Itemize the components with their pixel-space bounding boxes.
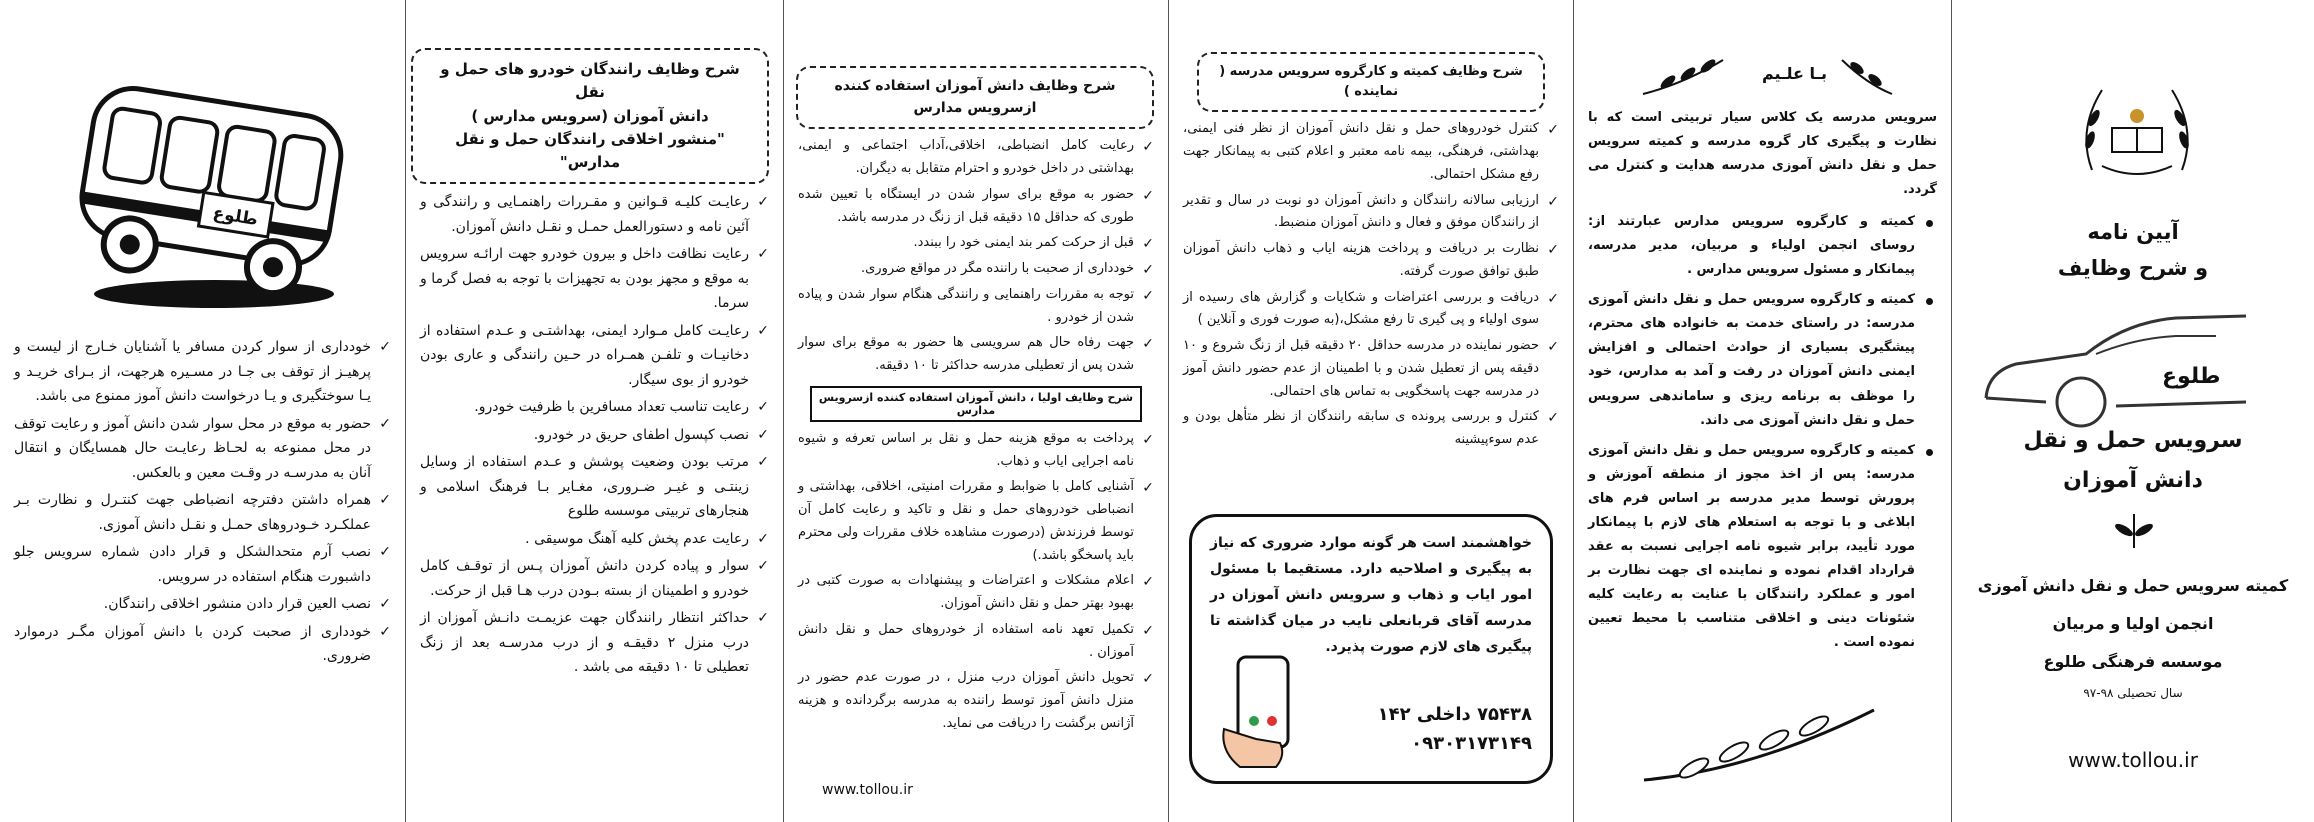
list-item: ✓ ارزیابی سالانه رانندگان و دانش آموزان دو نوبت در سال و تقدیر از رانندگان موفق و فعال و دانش آموزان منضبط. [1183, 190, 1559, 236]
leaf-ornament-icon [2104, 510, 2164, 550]
intro-header [1588, 50, 1937, 106]
leaf-ornament-icon [1638, 54, 1728, 100]
list-item: ✓ حضور نماینده در مدرسه حداقل ۲۰ دقیقه قبل از زنگ شروع و ۱۰ دقیقه پس از تعطیل شدن و با اطمینان از عدم حضور دانش آموز در مدرسه جهت پاسخگویی به تماس های احتمالی. [1183, 335, 1559, 403]
institute-name: موسسه فرهنگی طلوع [2043, 652, 2223, 671]
drivers-duties-list [420, 190, 769, 680]
committee-duties-list [1183, 118, 1559, 452]
list-item: ✓ خودداری از سوار کردن مسافر یا آشنایان خـارج از لیست و پرهیـز از توقف بی جـا در مسـیره هرجهت، از بـرای خریـد و یـا سوختگیری و یـا درخواست دانش آموز ممنوع می باشد. [14, 335, 391, 409]
list-item: ✓ خودداری از صحبت کردن با دانش آموزان مگـر درموارد ضروری. [14, 620, 391, 669]
list-item: ✓ پرداخت به موقع هزینه حمل و نقل بر اساس تعرفه و شیوه نامه اجرایی ایاب و ذهاب. [798, 428, 1154, 474]
academic-year: سال تحصیلی ۹۸-۹۷ [2083, 686, 2183, 700]
list-item: ✓ نصب کپسول اطفای حریق در خودرو. [420, 423, 769, 448]
list-item: ✓ کنترل خودروهای حمل و نقل دانش آموزان از نظر فنی ایمنی، بهداشتی، فرهنگی، بیمه نامه معتبر و اعلام کتبی به پیمانکار جهت رفع مشکل احتمالی. [1183, 118, 1559, 186]
list-item: ✓ همراه داشتن دفترچه انضباطی جهت کنتـرل و نظارت بـر عملکـرد خـودروهای حمـل و نقـل دانش آموزی. [14, 488, 391, 537]
contact-box [1189, 514, 1553, 784]
list-item: ✓ رعایت کامل انضباطی، اخلاقی،آداب اجتماعی و ایمنی، بهداشتی در داخل خودرو و احترام متقابل به دیگران. [798, 135, 1154, 181]
driver-rules-continued [14, 335, 391, 669]
cover-subtitle: و شرح وظایف [2057, 256, 2209, 280]
list-item: ✓ نظارت بر دریافت و پرداخت هزینه ایاب و ذهاب دانش آموزان طبق توافق صورت گرفته. [1183, 238, 1559, 284]
panel-cover [1952, 0, 2314, 822]
list-item: ✓ سوار و پیاده کردن دانش آموزان پـس از توقـف کامل خودرو و اطمینان از بسته بـودن درب هـا قبل از حرکت. [420, 554, 769, 603]
list-item: کمیته و کارگروه سرویس مدارس عبارتند از: روسای انجمن اولیاء و مربیان، مدیر مدرسه، پیمانکار و مسئول سرویس مدارس . [1588, 210, 1937, 282]
website-link[interactable]: www.tollou.ir [2068, 748, 2198, 772]
bus-illustration [14, 0, 391, 335]
list-item: کمیته و کارگروه سرویس حمل و نقل دانش آموزی مدرسه: در راستای خدمت به خانواده های محترم، پیشگیری بسیاری از حوادث احتمالی و افزایش ایمنی دانش آموزان در رفت و آمد به مدارس، خود را موظف به برنامه ریزی و ساماندهی سرویس حمل و نقل دانش آموزی می داند. [1588, 288, 1937, 432]
phone-icon [1216, 651, 1306, 771]
list-item: ✓ رعایت تناسب تعداد مسافرین با ظرفیت خودرو. [420, 395, 769, 420]
list-item: ✓ حضور به موقع برای سوار شدن در ایستگاه با تعیین شده طوری که حداقل ۱۵ دقیقه قبل از زنگ در مدرسه باشد. [798, 184, 1154, 230]
panel-drivers [406, 0, 783, 822]
list-item: ✓ توجه به مقررات راهنمایی و رانندگی هنگام سوار شدن و پیاده شدن از خودرو . [798, 284, 1154, 330]
bus-label: طلوع [211, 203, 260, 231]
list-item: ✓ رعایت عدم پخش کلیه آهنگ موسیقی . [420, 527, 769, 552]
contact-text: خواهشمند است هر گونه موارد ضروری که نیاز به پیگیری و اصلاحیه دارد. مستقیما با مسئول امور ایاب و ذهاب و سرویس دانش آموزان در مدرسه آقای قربانعلی نایب در میان گذاشته تا پیگیری های لازم صورت پذیرد. [1210, 535, 1532, 655]
intro-paragraph: سرویس مدرسه یک کلاس سیار تربیتی است که با نظارت و پیگیری کار گروه مدرسه و کمیته سرویس حمل و نقل دانش آموزی مدرسه هدایت و کنترل می گردد. [1588, 110, 1937, 198]
list-item: ✓ جهت رفاه حال هم سرویسی ها حضور به موقع برای سوار شدن پس از تعطیلی مدرسه حداکثر تا ۱۰ دقیقه. [798, 332, 1154, 378]
list-item: ✓ رعایـت کامل مـوارد ایمنی، بهداشتـی و عـدم استفاده از دخانیـات و تلفـن همـراه در حـین رانندگی و عاری بودن خودرو از بوی سیگار. [420, 319, 769, 393]
list-item: ✓ اعلام مشکلات و اعتراضات و پیشنهادات به صورت کتبی در بهبود بهتر حمل و نقل دانش آموزان. [798, 570, 1154, 616]
panel-committee [1169, 0, 1573, 822]
car-label: طلوع [2162, 364, 2221, 389]
list-item: ✓ حضور به موقع در محل سوار شدن دانش آموز و رعایت توقف در محل ممنوعه به لحـاظ رعایـت حال همسایگان و انتقال آنان به مدرسـه در وقـت معین و بالعکس. [14, 412, 391, 486]
list-item: ✓ حداکثر انتظار رانندگان جهت عزیمـت دانـش آموزان از درب منزل ۲ دقیقـه و از درب مدرسـه بعد از زنگ تعطیلی تا ۱۰ دقیقه می باشد . [420, 606, 769, 680]
service-title: سرویس حمل و نقل [2023, 428, 2243, 453]
list-item: ✓ رعایت نظافت داخل و بیرون خودرو جهت ارائـه سرویس به موقع و مجهز بودن به تجهیزات با توجه به فصل گرما و سرما. [420, 242, 769, 316]
institute-logo-icon [2072, 70, 2202, 190]
intro-bullets [1588, 210, 1937, 655]
list-item: ✓ نصب العین قرار دادن منشور اخلاقی رانندگان. [14, 592, 391, 617]
association-name: انجمن اولیا و مربیان [2052, 614, 2214, 633]
list-item: ✓ قبل از حرکت کمر بند ایمنی خود را ببندد. [798, 232, 1154, 255]
drivers-title: شرح وظایف رانندگان خودرو های حمل و نقل دانش آموزان (سرویس مدارس ) "منشور اخلاقی رانندگان حمل و نقل مدارس" [411, 48, 769, 184]
leaf-ornament-icon [1837, 54, 1897, 100]
list-item: ✓ مرتب بودن وضعیت پوشش و عـدم استفاده از وسایل زینتـی و غیـر ضـروری، مغـایر بـا فرهنگ اسلامی و هنجارهای تربیتی موسسه طلوع [420, 450, 769, 524]
panel-back [0, 0, 405, 822]
panel-intro [1574, 0, 1951, 822]
parents-duties-list [798, 428, 1154, 736]
list-item: ✓ تحویل دانش آموزان درب منزل ، در صورت عدم حضور در منزل دانش آموز توسط راننده به مدرسه برگردانده و هزینه آژانس برگشت را دریافت می نماید. [798, 667, 1154, 735]
list-item: ✓ نصب آرم متحدالشکل و قرار دادن شماره سرویس جلو داشبورت هنگام استفاده در سرویس. [14, 540, 391, 589]
list-item: ✓ رعایـت کلیـه قـوانین و مقـررات راهنمـایی و رانندگی و آئین نامه و دستورالعمل حمـل و نقـل دانش آموزان. [420, 190, 769, 239]
parents-title: شرح وظایف اولیا ، دانش آموزان استفاده کننده ازسرویس مدارس [810, 386, 1142, 422]
website-link[interactable]: www.tollou.ir [822, 782, 913, 798]
cover-title: آیین نامه [2087, 220, 2179, 244]
phone-extension[interactable]: ۷۵۴۳۸ داخلی ۱۴۲ [1377, 704, 1532, 726]
list-item: ✓ خودداری از صحبت با راننده مگر در مواقع ضروری. [798, 258, 1154, 281]
list-item: ✓ دریافت و بررسی اعتراضات و شکایات و گزارش های رسیده از سوی اولیاء و پی گیری تا رفع مشکل،(به صورت فوری و آنلاین ) [1183, 287, 1559, 333]
panel-students [784, 0, 1168, 822]
students-title: شرح وظایف دانش آموزان استفاده کننده ازسرویس مدارس [796, 66, 1154, 129]
phone-mobile[interactable]: ۰۹۳۰۳۱۷۳۱۴۹ [1411, 733, 1532, 755]
committee-name: کمیته سرویس حمل و نقل دانش آموزی [1977, 576, 2289, 595]
intro-heading: بـا علـیم [1761, 64, 1827, 83]
students-duties-list [798, 135, 1154, 378]
list-item: ✓ کنترل و بررسی پرونده ی سابقه رانندگان از نظر متأهل بودن و عدم سوءپیشینه [1183, 406, 1559, 452]
car-outline-icon [1976, 302, 2266, 432]
phone-numbers [1378, 701, 1532, 759]
vine-ornament-icon [1634, 700, 1884, 790]
list-item: ✓ تکمیل تعهد نامه استفاده از خودروهای حمل و نقل دانش آموزان . [798, 619, 1154, 665]
list-item: ✓ آشنایی کامل با ضوابط و مقررات امنیتی، اخلاقی، بهداشتی و انضباطی خودروهای حمل و نقل و تاکید و رعایت کامل آن توسط فرزندش (درصورت مشاهده خلاف مقررات ولی محترم باید پاسخگو باشد.) [798, 476, 1154, 567]
service-subtitle: دانش آموزان [2063, 468, 2203, 493]
bus-icon [54, 62, 374, 322]
list-item: کمیته و کارگروه سرویس حمل و نقل دانش آموزی مدرسه: پس از اخذ مجوز از منطقه آموزش و پرورش توسط مدیر مدرسه بر اساس فرم های ابلاغی و با توجه به استعلام های لازم با پیمانکار مورد تأیید، برابر شیوه نامه اجرایی نسبت به عقد قرارداد اقدام نموده و نماینده ای جهت نظارت بر امور و عملکرد رانندگان با عنایت به رعایت کلیه شئونات دینی و اخلاقی متناسب با محیط تعیین نموده است . [1588, 439, 1937, 655]
committee-title: شرح وظایف کمیته و کارگروه سرویس مدرسه ( نماینده ) [1197, 52, 1545, 112]
